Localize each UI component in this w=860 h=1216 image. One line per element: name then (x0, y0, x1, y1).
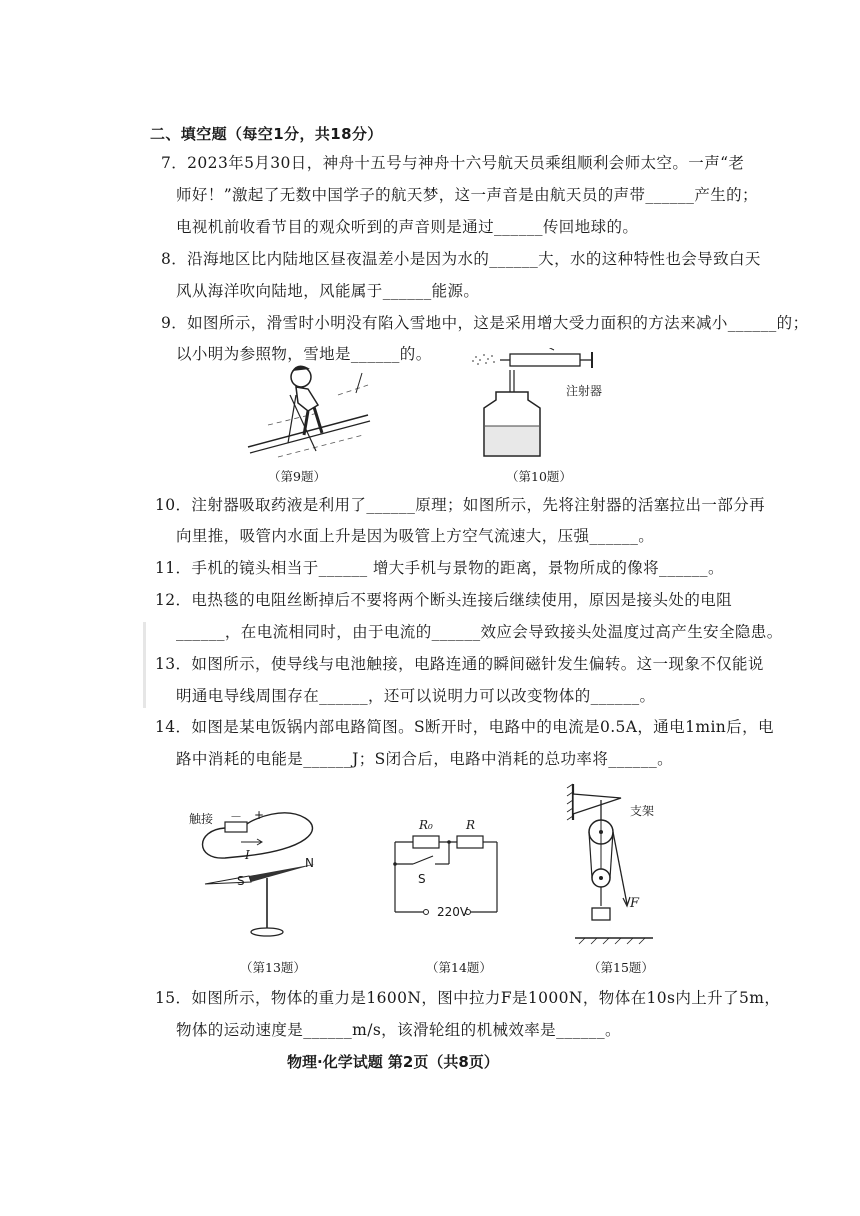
support-label: 支架 (630, 804, 655, 818)
voltage-label: 220V (437, 905, 469, 919)
south-pole-label: S (237, 874, 245, 888)
q9-line1: 9．如图所示，滑雪时小明没有陷入雪地中，这是采用增大受力面积的方法来减小______的； (161, 314, 809, 332)
q14-line2: 路中消耗的电能是______J；S闭合后，电路中消耗的总功率将______。 (176, 750, 674, 768)
touch-label: 触接 (189, 812, 214, 826)
fig9-caption: （第9题） (268, 469, 326, 484)
r-label: R (466, 818, 476, 832)
q7-line3: 电视机前收看节目的观众听到的声音则是通过______传回地球的。 (176, 218, 639, 236)
battery-plus-label: + (254, 808, 265, 822)
q12-line1: 12．电热毯的电阻丝断掉后不要将两个断头连接后继续使用，原因是接头处的电阻 (155, 591, 733, 609)
q13-line2: 明通电导线周围存在______，还可以说明力可以改变物体的______。 (176, 687, 656, 705)
q8-line1: 8．沿海地区比内陆地区昼夜温差小是因为水的______大，水的这种特性也会导致白天 (161, 250, 761, 268)
q8-line2: 风从海洋吹向陆地，风能属于______能源。 (176, 282, 480, 300)
r0-label: R₀ (419, 818, 433, 832)
fig15-caption: （第15题） (588, 960, 654, 975)
q15-line2: 物体的运动速度是______m/s，该滑轮组的机械效率是______。 (176, 1021, 621, 1039)
q15-line1: 15．如图所示，物体的重力是1600N，图中拉力F是1000N，物体在10s内上升了5m， (155, 989, 781, 1007)
syringe-label: 注射器 (566, 384, 603, 398)
page-footer: 物理·化学试题 第2页（共8页） (287, 1053, 499, 1071)
current-label: I (245, 848, 250, 862)
q11-line1: 11．手机的镜头相当于______ 增大手机与景物的距离，景物所成的像将______。 (155, 559, 724, 577)
force-label: F (630, 896, 640, 911)
q13-line1: 13．如图所示，使导线与电池触接，电路连通的瞬间磁针发生偏转。这一现象不仅能说 (155, 655, 764, 673)
q9-line2: 以小明为参照物，雪地是______的。 (176, 345, 432, 363)
q10-line1: 10．注射器吸取药液是利用了______原理；如图所示，先将注射器的活塞拉出一部分再 (155, 496, 766, 514)
q10-line2: 向里推，吸管内水面上升是因为吸管上方空气流速大，压强______。 (176, 527, 655, 545)
skier-figure (238, 355, 378, 460)
syringe-figure (470, 348, 603, 460)
switch-label: S (418, 872, 426, 886)
q12-line2: ______，在电流相同时，由于电流的______效应会导致接头处温度过高产生安全隐患。 (176, 623, 783, 641)
q7-line1: 7．2023年5月30日，神舟十五号与神舟十六号航天员乘组顺利会师太空。一声“老 (161, 154, 745, 172)
battery-minus-label: － (230, 810, 243, 824)
fig10-caption: （第10题） (506, 469, 572, 484)
scan-artifact (143, 622, 146, 708)
q14-line1: 14．如图是某电饭锅内部电路简图。S断开时，电路中的电流是0.5A，通电1min后，电 (155, 718, 774, 736)
section-title: 二、填空题（每空1分，共18分） (150, 125, 383, 143)
north-pole-label: N (305, 856, 314, 870)
fig13-caption: （第13题） (240, 960, 306, 975)
fig14-caption: （第14题） (426, 960, 492, 975)
q7-line2: 师好！”激起了无数中国学子的航天梦，这一声音是由航天员的声带______产生的； (176, 186, 758, 204)
